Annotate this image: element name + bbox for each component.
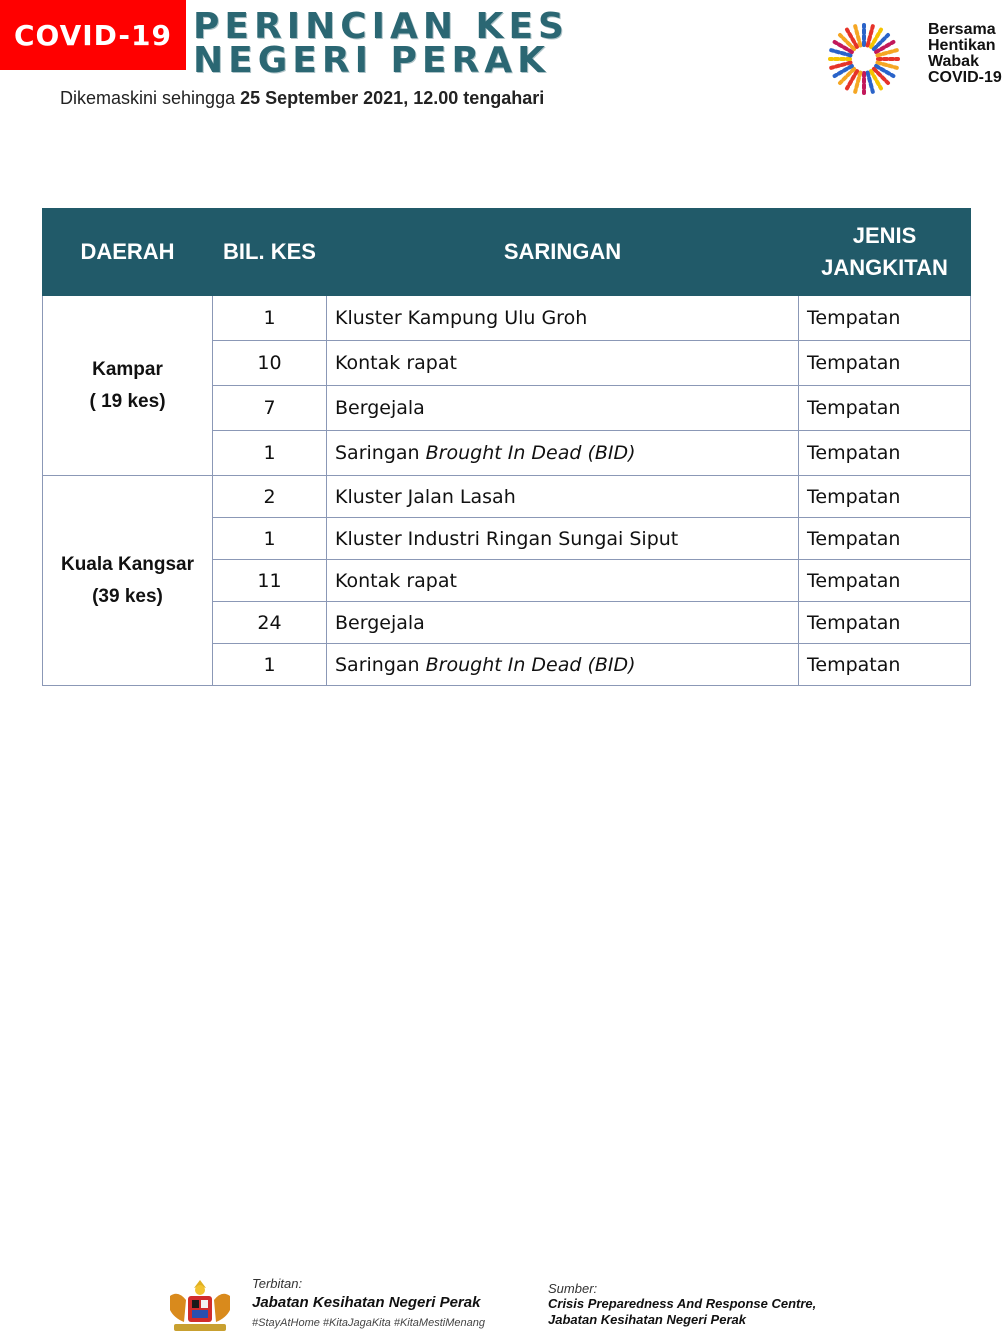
updated-prefix: Dikemaskini sehingga	[60, 88, 241, 108]
infection-type: Tempatan	[799, 602, 971, 644]
bersama-hentikan-logo	[828, 18, 1003, 100]
infection-type: Tempatan	[799, 431, 971, 476]
table-row	[43, 476, 971, 518]
screening-text: Saringan	[335, 653, 426, 676]
header-jenis-jangkitan	[799, 209, 971, 296]
source-line-2: Jabatan Kesihatan Negeri Perak	[548, 1312, 746, 1327]
logo-line-3: Wabak	[928, 53, 979, 70]
case-count: 7	[213, 386, 327, 431]
screening-cell	[327, 431, 799, 476]
district-name: Kampar	[92, 358, 163, 380]
sunburst-icon	[828, 18, 900, 100]
publisher-name: Jabatan Kesihatan Negeri Perak	[252, 1294, 481, 1311]
screening-cell	[327, 296, 799, 341]
source-line-1: Crisis Preparedness And Response Centre,	[548, 1296, 817, 1311]
screening-cell	[327, 341, 799, 386]
cases-table	[42, 208, 971, 686]
updated-date: 25 September 2021, 12.00 tengahari	[240, 88, 545, 108]
case-count: 11	[213, 560, 327, 602]
screening-cell	[327, 644, 799, 686]
hashtags: #StayAtHome #KitaJagaKita #KitaMestiMenang	[252, 1317, 485, 1329]
district-total: (39 kes)	[92, 585, 163, 607]
screening-text: Kluster Kampung Ulu Groh	[335, 307, 588, 329]
header-daerah: DAERAH	[43, 209, 213, 296]
infection-type: Tempatan	[799, 296, 971, 341]
state-crest-icon	[160, 1276, 240, 1336]
screening-italic-text: Brought In Dead (BID)	[425, 653, 636, 676]
case-count: 1	[213, 431, 327, 476]
header-saringan: SARINGAN	[327, 209, 799, 296]
updated-timestamp	[60, 88, 544, 109]
case-count: 10	[213, 341, 327, 386]
screening-text: Kontak rapat	[335, 569, 457, 592]
screening-text: Kluster Jalan Lasah	[335, 485, 516, 508]
screening-text: Kluster Industri Ringan Sungai Siput	[335, 527, 679, 550]
screening-cell	[327, 476, 799, 518]
district-total: ( 19 kes)	[89, 390, 166, 412]
case-count: 1	[213, 518, 327, 560]
infection-type: Tempatan	[799, 518, 971, 560]
screening-cell	[327, 560, 799, 602]
header-jenis-line-1: JENIS	[852, 223, 917, 248]
case-count: 2	[213, 476, 327, 518]
case-count: 1	[213, 296, 327, 341]
screening-cell	[327, 518, 799, 560]
infection-type: Tempatan	[799, 386, 971, 431]
header-bil-kes: BIL. KES	[213, 209, 327, 296]
district-name: Kuala Kangsar	[60, 553, 195, 575]
case-count: 24	[213, 602, 327, 644]
screening-cell	[327, 386, 799, 431]
infection-type: Tempatan	[799, 341, 971, 386]
logo-line-1: Bersama	[928, 21, 996, 38]
screening-text: Bergejala	[335, 397, 425, 419]
screening-cell	[327, 602, 799, 644]
district-cell	[43, 296, 213, 476]
infection-type: Tempatan	[799, 560, 971, 602]
screening-italic-text: Brought In Dead (BID)	[425, 442, 636, 464]
table-header-row	[43, 209, 971, 296]
district-cell	[43, 476, 213, 686]
screening-text: Saringan	[335, 442, 426, 464]
source-label: Sumber:	[548, 1281, 598, 1296]
case-count: 1	[213, 644, 327, 686]
covid-badge: COVID-19	[0, 0, 186, 70]
footer	[160, 1276, 860, 1336]
logo-line-4: COVID-19	[928, 69, 1002, 86]
screening-text: Kontak rapat	[335, 352, 457, 374]
logo-line-2: Hentikan	[928, 37, 996, 54]
header-jenis-line-2: JANGKITAN	[821, 255, 948, 280]
table-row	[43, 296, 971, 341]
publisher-label: Terbitan:	[252, 1276, 303, 1291]
title-line-1: PERINCIAN KES	[193, 6, 569, 47]
title-line-2: NEGERI PERAK	[193, 40, 550, 81]
page-title	[193, 6, 569, 81]
infection-type: Tempatan	[799, 476, 971, 518]
screening-text: Bergejala	[335, 611, 425, 634]
infection-type: Tempatan	[799, 644, 971, 686]
